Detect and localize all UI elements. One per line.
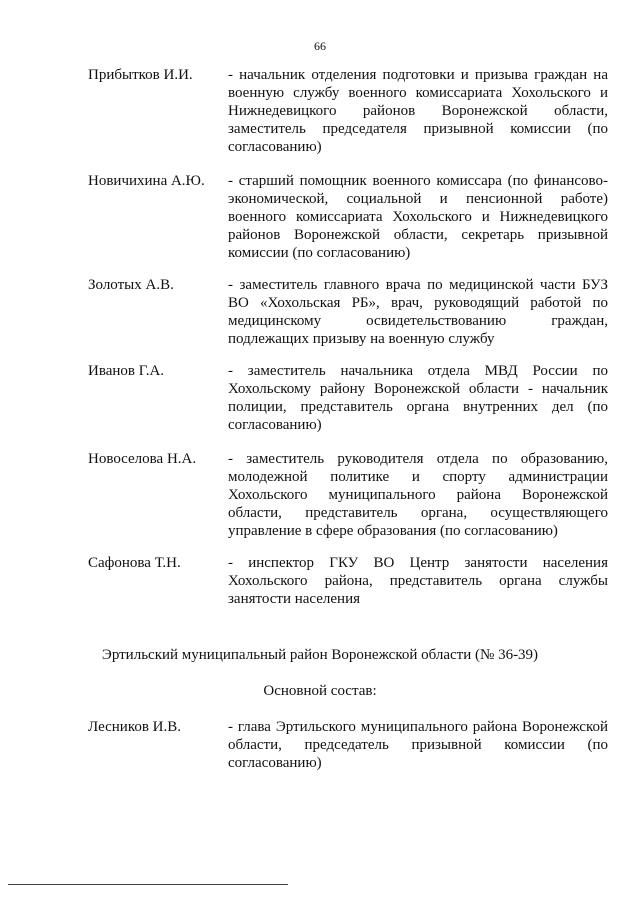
member-name: Сафонова Т.Н.: [88, 555, 181, 571]
member-name: Прибытков И.И.: [88, 67, 193, 83]
member-name: Новичихина А.Ю.: [88, 173, 205, 189]
composition-subheading: Основной состав:: [263, 683, 377, 699]
member-name: Лесников И.В.: [88, 719, 182, 735]
footer-divider: [8, 884, 288, 885]
member-description: - заместитель начальника отдела МВД России по Хохольскому району Воронежской области - начальник полиции, представитель органа внутренних дел (по согласованию): [228, 363, 608, 433]
member-name: Иванов Г.А.: [88, 363, 165, 379]
member-entry: [88, 362, 608, 434]
member-description: - инспектор ГКУ ВО Центр занятости населения Хохольского района, представитель органа службы занятости населения: [228, 555, 608, 607]
member-entry: [88, 718, 608, 772]
page-number: 66: [314, 39, 326, 53]
member-entry: [88, 450, 608, 540]
member-entry: [88, 66, 608, 156]
member-name: Золотых А.В.: [88, 277, 174, 293]
member-description: - начальник отделения подготовки и призыва граждан на военную службу военного комиссариата Хохольского и Нижнедевицкого районов Воронежской области, заместитель председателя призывной комиссии (по согласованию): [228, 67, 608, 155]
member-entry: [88, 554, 608, 608]
member-description: - заместитель главного врача по медицинской части БУЗ ВО «Хохольская РБ», врач, руководящий работой по медицинскому освидетельствованию граждан, подлежащих призыву на военную службу: [228, 277, 608, 347]
member-description: - старший помощник военного комиссара (по финансово-экономической, социальной и пенсионной работе) военного комиссариата Хохольского и Нижнедевицкого районов Воронежской области, секретарь призывной комиссии (по согласованию): [228, 173, 608, 261]
member-entry: [88, 172, 608, 262]
member-name: Новоселова Н.А.: [88, 451, 197, 467]
district-heading: Эртильский муниципальный район Воронежской области (№ 36-39): [101, 647, 539, 663]
member-entry: [88, 276, 608, 348]
member-description: - глава Эртильского муниципального района Воронежской области, председатель призывной комиссии (по согласованию): [228, 719, 608, 771]
member-description: - заместитель руководителя отдела по образованию, молодежной политике и спорту администрации Хохольского муниципального района Воронежской области, представитель органа, осуществляющего управление в сфере образования (по согласованию): [228, 451, 608, 539]
